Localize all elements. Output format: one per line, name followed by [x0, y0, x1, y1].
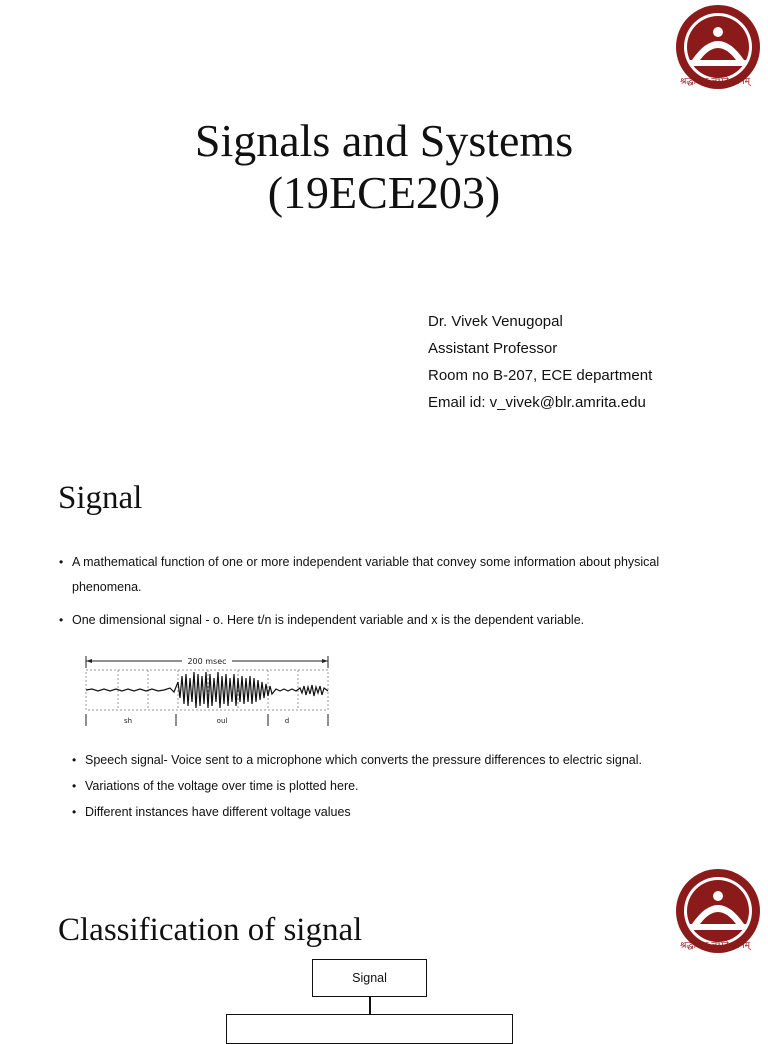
- list-item: • A mathematical function of one or more independent variable that convey some information about physical phenomena.: [72, 550, 722, 600]
- waveform-plot: [82, 648, 332, 738]
- author-room: Room no B-207, ECE department: [428, 367, 653, 384]
- bullet-dot: •: [72, 805, 77, 819]
- list-item: • Variations of the voltage over time is plotted here.: [85, 776, 735, 796]
- classification-heading: Classification of signal: [58, 912, 363, 948]
- classification-box: [226, 1014, 513, 1044]
- author-name: Dr. Vivek Venugopal: [428, 313, 563, 330]
- list-item: • One dimensional signal - o. Here t/n is independent variable and x is the dependent variable.: [72, 608, 722, 633]
- author-info: [428, 308, 652, 416]
- bullet-dot: •: [59, 555, 64, 569]
- bullet-dot: •: [72, 753, 77, 767]
- segment-label: sh: [123, 717, 133, 725]
- bullet-dot: •: [59, 613, 64, 627]
- speech-waveform-figure: [82, 648, 332, 738]
- speech-bullets: [72, 750, 735, 822]
- duration-label: 200 msec: [187, 657, 227, 666]
- signal-bullets: [59, 550, 722, 633]
- logo-motto: श्रद्धावान् लभते ज्ञानम्: [680, 77, 750, 87]
- course-code: (19ECE203): [267, 167, 501, 218]
- segment-label: d: [284, 717, 290, 725]
- signal-heading: Signal: [58, 480, 143, 516]
- presentation-title: Signals and Systems: [194, 115, 574, 166]
- author-position: Assistant Professor: [428, 340, 558, 357]
- list-item: • Speech signal- Voice sent to a microphone which converts the pressure differences to electric signal.: [85, 750, 735, 770]
- author-email: Email id: v_vivek@blr.amrita.edu: [428, 394, 646, 411]
- list-item: • Different instances have different voltage values: [85, 802, 735, 822]
- connector-line: [369, 997, 371, 1015]
- bullet-dot: •: [72, 779, 77, 793]
- segment-label: oul: [216, 717, 228, 725]
- logo-motto: श्रद्धावान् लभते ज्ञानम्: [680, 941, 750, 951]
- signal-root-box: Signal: [312, 959, 427, 997]
